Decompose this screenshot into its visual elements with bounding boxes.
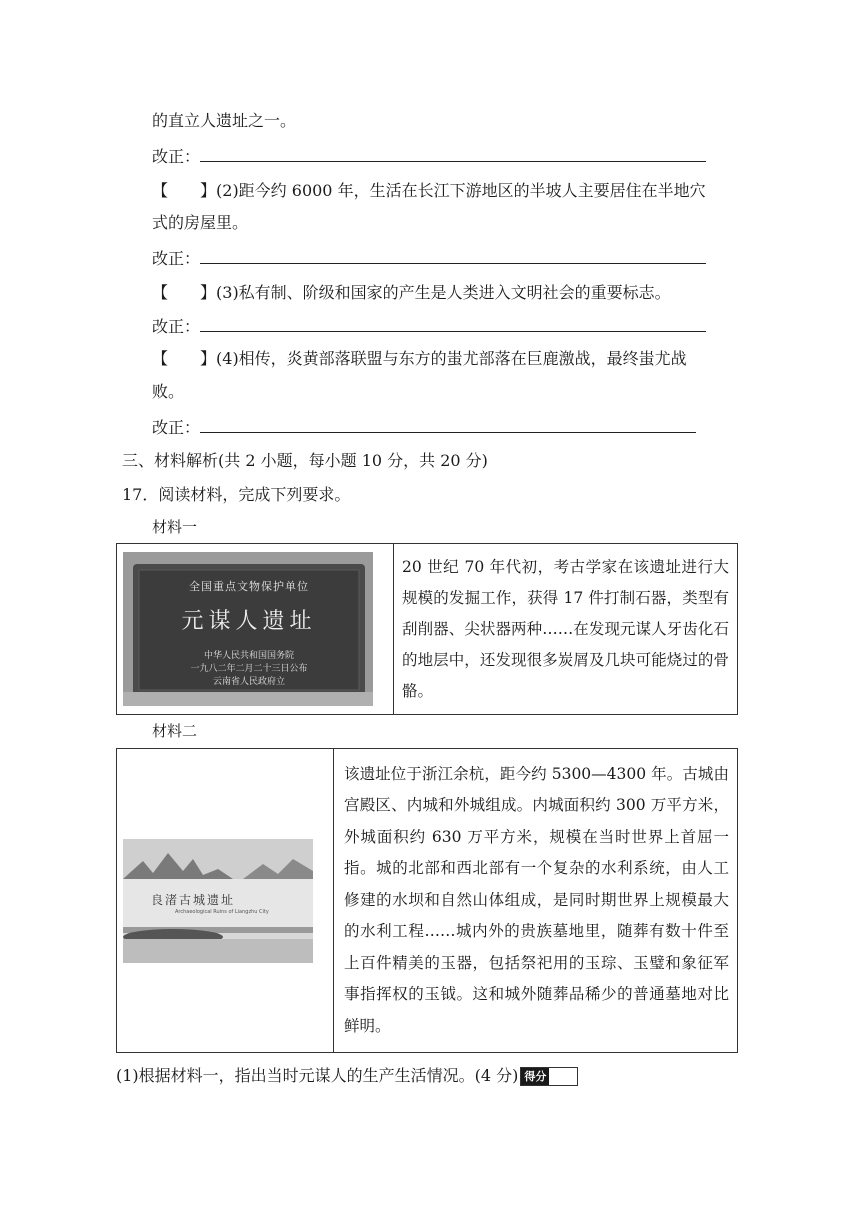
material-2-text-cell <box>334 749 738 1053</box>
question-4-cont: 败。 <box>152 382 185 401</box>
correction-label: 改正： <box>152 249 201 268</box>
material-1-table <box>116 543 738 715</box>
correction-line-4 <box>152 416 696 439</box>
question-4 <box>152 348 687 370</box>
score-label: 得分 <box>521 1068 549 1085</box>
section-3-heading <box>122 450 488 472</box>
sign-line-1: 全国重点文物保护单位 <box>189 580 309 593</box>
sign-line-4: 一九八二年二月二十三日公布 <box>190 664 308 674</box>
sign-line-3: 中华人民共和国国务院 <box>203 651 294 661</box>
material-2-label: 材料二 <box>152 722 198 740</box>
section-3-title: 三、材料解析 <box>122 451 219 470</box>
correction-blank-3[interactable] <box>200 315 706 332</box>
material-1-text-cell <box>394 544 738 715</box>
answer-bracket-4[interactable]: 【 】 <box>152 349 217 368</box>
material-1-label: 材料一 <box>152 518 198 536</box>
question-4-text-a: (4)相传，炎黄部落联盟与东方的蚩尤部落在巨鹿激战，最终蚩尤战 <box>216 349 687 368</box>
wall-sign-subtext: Archaeological Ruins of Liangzhu City <box>175 908 269 915</box>
material-1-text: 20 世纪 70 年代初，考古学家在该遗址进行大规模的发掘工作，获得 17 件打制石器，类型有刮削器、尖状器两种……在发现元谋人牙齿化石的地层中，还发现很多炭屑及几块可能烧过的骨骼。 <box>402 557 729 700</box>
material-2-photo-cell <box>117 749 334 1053</box>
score-box[interactable] <box>520 1067 578 1086</box>
question-2-text-a: (2)距今约 6000 年，生活在长江下游地区的半坡人主要居住在半地穴 <box>216 181 706 200</box>
correction-label: 改正： <box>152 317 201 336</box>
yuanmou-site-photo <box>123 552 373 706</box>
wall-sign-text: 良渚古城遗址 <box>151 892 236 907</box>
question-2 <box>152 180 706 202</box>
question-3 <box>152 282 671 304</box>
liangzhu-site-photo <box>123 839 313 963</box>
correction-blank-4[interactable] <box>200 416 696 433</box>
correction-line-3 <box>152 315 706 338</box>
question-17-1-text: (1)根据材料一，指出当时元谋人的生产生活情况。(4 分) <box>116 1066 519 1085</box>
answer-bracket-3[interactable]: 【 】 <box>152 283 217 302</box>
correction-line-1 <box>152 145 706 168</box>
question-3-text: (3)私有制、阶级和国家的产生是人类进入文明社会的重要标志。 <box>216 283 671 302</box>
section-3-detail: (共 2 小题，每小题 10 分，共 20 分) <box>218 451 488 470</box>
correction-line-2 <box>152 247 706 270</box>
correction-blank-2[interactable] <box>200 247 706 264</box>
question-17-stem: 17．阅读材料，完成下列要求。 <box>122 485 351 504</box>
material-2-table <box>116 748 738 1053</box>
sign-line-5: 云南省人民政府立 <box>212 677 285 687</box>
material-1-photo-cell <box>117 544 394 715</box>
question-1-tail: 的直立人遗址之一。 <box>152 111 297 130</box>
answer-bracket-2[interactable]: 【 】 <box>152 181 217 200</box>
score-input[interactable] <box>549 1068 577 1085</box>
correction-blank-1[interactable] <box>200 145 706 162</box>
material-2-text: 该遗址位于浙江余杭，距今约 5300—4300 年。古城由宫殿区、内城和外城组成。内城面积约 300 万平方米，外城面积约 630 万平方米，规模在当时世界上首屈一指。城的北部和西北部有一个复杂的水利系统，由人工修建的水坝和自然山体组成，是同时期世界上规模最大的水利工程……城内外的贵族墓地里，随葬有数十件至上百件精美的玉器，包括祭祀用的玉琮、玉璧和象征军事指挥权的玉钺。这和城外随葬品稀少的普通墓地对比鲜明。 <box>344 764 729 1035</box>
question-17-1 <box>116 1065 578 1087</box>
correction-label: 改正： <box>152 418 201 437</box>
sign-line-2: 元谋人遗址 <box>181 609 317 634</box>
question-2-cont: 式的房屋里。 <box>152 213 249 232</box>
correction-label: 改正： <box>152 147 201 166</box>
